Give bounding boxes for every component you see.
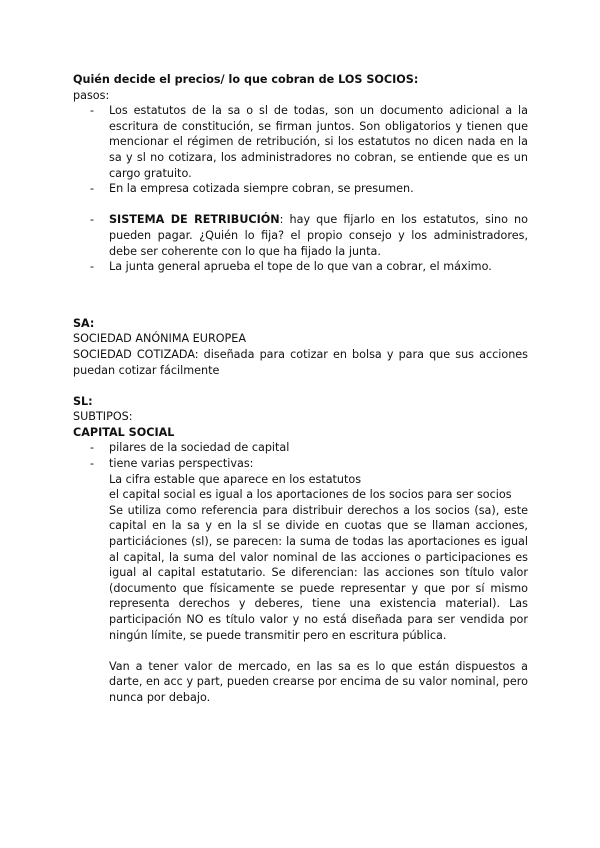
socios-list: [73, 103, 528, 275]
pasos-label: pasos:: [73, 88, 110, 102]
sa-heading: SA:: [73, 316, 95, 330]
sub-paragraph: La cifra estable que aparece en los estatutos: [109, 472, 362, 486]
bullet-dash: -: [90, 182, 95, 196]
list-item: [73, 181, 528, 197]
socios-heading: Quién decide el precios/ lo que cobran de LOS SOCIOS:: [73, 73, 419, 86]
list-item-text: La junta general aprueba el tope de lo que van a cobrar, el máximo.: [109, 260, 492, 274]
capital-list: [73, 440, 528, 471]
sistema-text: : hay que fijarlo en los estatutos, sino no pueden pagar. ¿Quién lo fija? el propio consejo y los administradores, debe ser coherente con lo que ha fijado la junta.: [109, 213, 528, 258]
bullet-dash: -: [90, 104, 95, 118]
document-page: [73, 72, 528, 706]
bullet-dash: -: [90, 213, 95, 227]
capital-social-heading: CAPITAL SOCIAL: [73, 425, 175, 439]
list-item-sistema: [73, 212, 528, 259]
sl-heading: SL:: [73, 394, 93, 408]
sub-paragraph: Van a tener valor de mercado, en las sa es lo que están dispuestos a darte, en acc y part, pueden crearse por encima de su valor nominal, pero nunca por debajo.: [109, 659, 528, 704]
list-item-text: Los estatutos de la sa o sl de todas, son un documento adicional a la escritura de constitución, se firman juntos. Son obligatorios y tienen que mencionar el régimen de retribución, si los estatutos no dicen nada en la sa y sl no cotizara, los administradores no cobran, se entiende que es un cargo gratuito.: [109, 104, 528, 180]
bullet-dash: -: [90, 457, 95, 471]
list-item: [73, 259, 528, 275]
sub-paragraph: el capital social es igual a los aportaciones de los socios para ser socios: [109, 488, 512, 502]
bullet-dash: -: [90, 441, 95, 455]
list-item: [73, 456, 528, 472]
bullet-dash: -: [90, 260, 95, 274]
subtipos-label: SUBTIPOS:: [73, 410, 133, 424]
sa-line-2: SOCIEDAD COTIZADA: diseñada para cotizar en bolsa y para que sus acciones puedan cotizar fácilmente: [73, 347, 528, 377]
list-item-text: tiene varias perspectivas:: [109, 457, 254, 471]
sistema-label: SISTEMA DE RETRIBUCIÓN: [109, 213, 280, 227]
list-item: [73, 440, 528, 456]
sub-paragraph: Se utiliza como referencia para distribuir derechos a los socios (sa), este capital en la sa y en la sl se divide en cuotas que se llaman acciones, particiáciones (sl), se parecen: la suma de todas las aportaciones es igual al capital, la suma del valor nominal de las acciones o participaciones es igual al capital estatutario. Se diferencian: las acciones son título valor (documento que físicamente se puede representar y que por sí mismo representa derechos y deberes, tiene una existencia material). Las participación NO es título valor y no está diseñada para ser vendida por ningún límite, se puede transmitir pero en escritura pública.: [109, 503, 528, 642]
list-item: [73, 103, 528, 181]
list-item-text: En la empresa cotizada siempre cobran, se presumen.: [109, 182, 414, 196]
list-item-text: pilares de la sociedad de capital: [109, 441, 290, 455]
sa-line-1: SOCIEDAD ANÓNIMA EUROPEA: [73, 332, 246, 346]
